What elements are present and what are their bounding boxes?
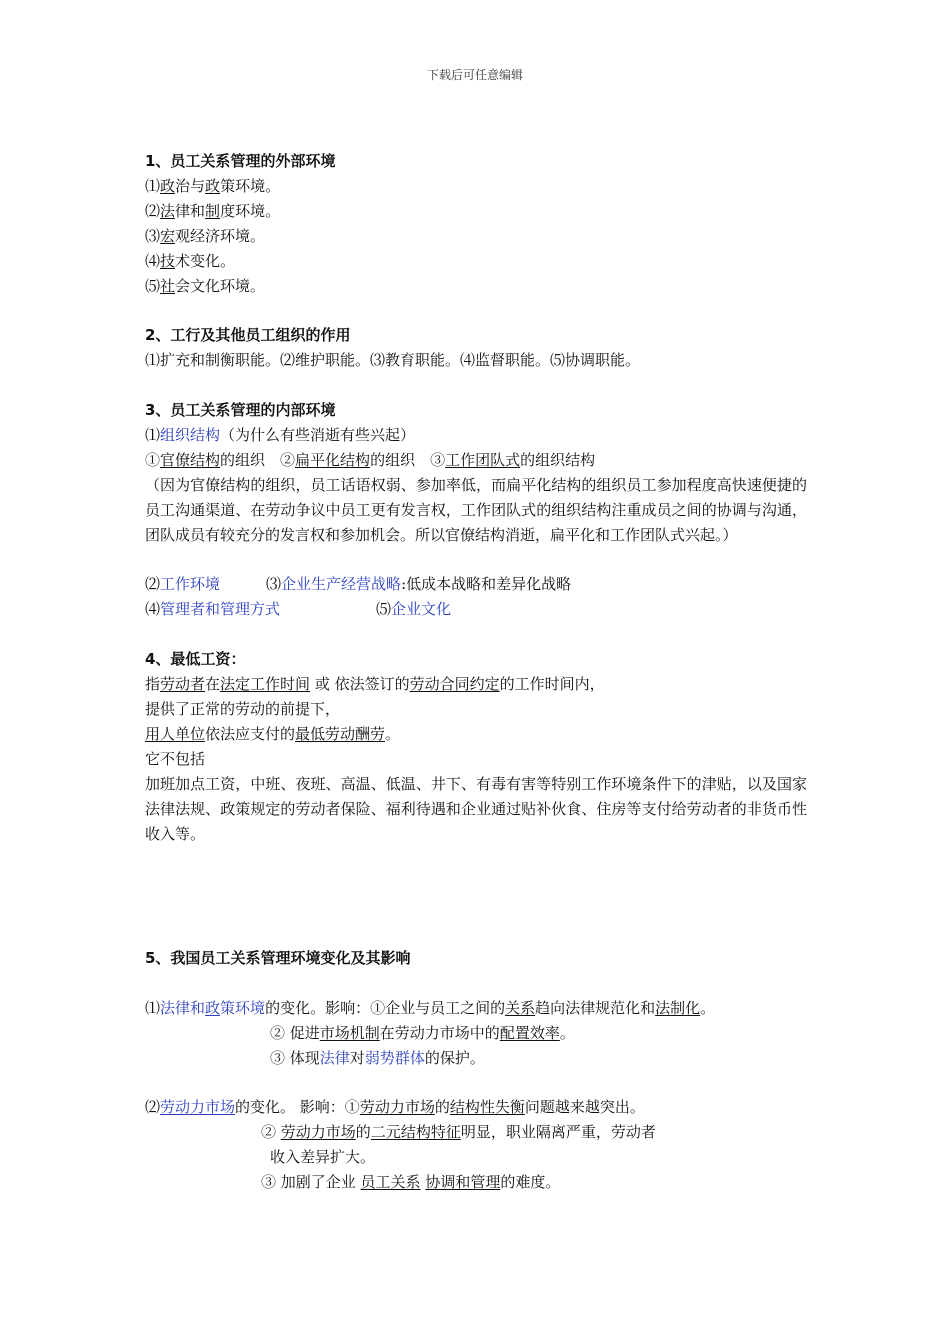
s1-item-5: ⑸社会文化环境。 <box>145 277 266 295</box>
s5-item-2-line-2: ② 劳动力市场的二元结构特征明显，职业隔离严重，劳动者 <box>261 1123 656 1141</box>
page-header: 下载后可任意编辑 <box>426 68 523 82</box>
section-1-title: 1、员工关系管理的外部环境 <box>145 152 336 170</box>
s2-functions-line: ⑴扩充和制衡职能。⑵维护职能。⑶教育职能。⑷监督职能。⑸协调职能。 <box>145 351 641 369</box>
s5-item-1-line-3: ③ 体现法律对弱势群体的保护。 <box>270 1049 485 1067</box>
s5-item-2-line-1: ⑵劳动力市场的变化。 影响：①劳动力市场的结构性失衡问题越来越突出。 <box>145 1098 645 1116</box>
s4-line-4: 它不包括 <box>145 750 206 768</box>
s1-item-1: ⑴政治与政策环境。 <box>145 177 281 195</box>
s3-line-1: ⑴组织结构（为什么有些消逝有些兴起） <box>145 426 416 444</box>
section-3-title: 3、员工关系管理的内部环境 <box>145 401 336 419</box>
section-2-title: 2、工行及其他员工组织的作用 <box>145 326 351 344</box>
s4-line-1: 指劳动者在法定工作时间 或 依法签订的劳动合同约定的工作时间内， <box>145 675 605 693</box>
s4-line-2: 提供了正常的劳动的前提下， <box>145 700 341 718</box>
s3-line-3: ⑵工作环境 ⑶企业生产经营战略:低成本战略和差异化战略 <box>145 575 572 593</box>
section-4-title: 4、最低工资： <box>145 650 246 668</box>
s5-item-2-line-3: 收入差异扩大。 <box>270 1148 376 1166</box>
s1-item-2: ⑵法律和制度环境。 <box>145 202 281 220</box>
s5-item-1-line-2: ② 促进市场机制在劳动力市场中的配置效率。 <box>270 1024 575 1042</box>
s4-line-3: 用人单位依法应支付的最低劳动酬劳。 <box>145 725 401 743</box>
s1-item-4: ⑷技术变化。 <box>145 252 236 270</box>
s3-explanation-paragraph: （因为官僚结构的组织，员工话语权弱、参加率低，而扁平化结构的组织员工参加程度高快速便捷的员工沟通渠道、在劳动争议中员工更有发言权，工作团队式的组织结构注重成员之间的协调与沟通，团队成员有较充分的发言权和参加机会。所以官僚结构消逝，扁平化和工作团队式兴起。） <box>145 476 807 544</box>
s5-item-1-line-1: ⑴法律和政策环境的变化。影响：①企业与员工之间的关系趋向法律规范化和法制化。 <box>145 999 716 1017</box>
section-5-title: 5、我国员工关系管理环境变化及其影响 <box>145 949 411 967</box>
s3-line-4: ⑷管理者和管理方式 ⑸企业文化 <box>145 600 452 618</box>
s5-item-2-line-4: ③ 加剧了企业 员工关系 协调和管理的难度。 <box>261 1173 561 1191</box>
s1-item-3: ⑶宏观经济环境。 <box>145 227 266 245</box>
s3-line-2: ①官僚结构的组织 ②扁平化结构的组织 ③工作团队式的组织结构 <box>145 451 596 469</box>
s4-exclusions-paragraph: 加班加点工资，中班、夜班、高温、低温、井下、有毒有害等特别工作环境条件下的津贴，以及国家法律法规、政策规定的劳动者保险、福利待遇和企业通过贴补伙食、住房等支付给劳动者的非货币性收入等。 <box>145 775 807 843</box>
